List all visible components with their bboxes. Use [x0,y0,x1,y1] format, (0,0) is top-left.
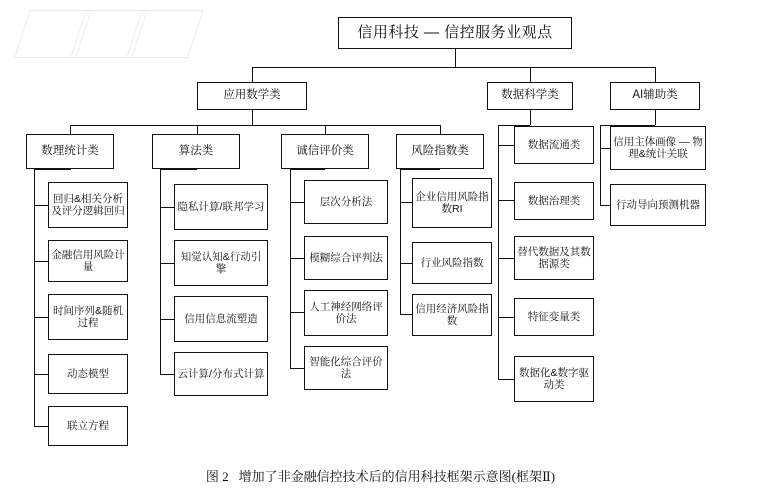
connector [252,67,656,68]
connector [290,312,304,313]
connector [325,125,326,134]
group-node-integrity-evaluation[interactable]: 诚信评价类 [281,134,369,169]
connector [440,125,441,134]
connector [34,317,48,318]
figure-number: 图 2 [205,469,229,484]
leaf-node[interactable]: 人工神经网络评价法 [304,290,388,336]
connector [498,145,514,146]
connector [160,374,174,375]
connector [290,202,304,203]
leaf-node[interactable]: 企业信用风险指数RI [412,178,492,228]
connector [600,148,610,149]
connector [160,263,174,264]
connector [600,205,610,206]
connector [498,258,514,259]
leaf-node[interactable]: 替代数据及其数据源类 [514,236,594,280]
connector [498,200,514,201]
leaf-node[interactable]: 动态模型 [48,354,128,394]
leaf-node[interactable]: 金融信用风险计量 [48,240,128,282]
leaf-node[interactable]: 信用经济风险指数 [412,294,492,336]
watermark-shape [70,10,148,58]
leaf-node[interactable]: 数据治理类 [514,182,594,220]
leaf-node[interactable]: 信用主体画像 — 物理&统计关联 [610,126,706,170]
watermark-shape [126,10,204,58]
leaf-node[interactable]: 知觉认知&行动引擎 [174,240,268,286]
figure-caption [0,466,761,485]
connector [400,314,412,315]
watermark-shape [14,10,92,58]
connector [70,125,440,126]
connector [498,379,514,380]
connector [160,207,174,208]
leaf-node[interactable]: 行业风险指数 [412,242,492,284]
connector [400,202,412,203]
branch-node-ai-assist[interactable]: AI辅助类 [610,82,700,110]
connector [655,110,656,125]
connector [290,169,325,170]
connector [530,110,531,125]
figure-caption-text: 增加了非金融信控技术后的信用科技框架示意图(框架Ⅱ) [238,469,556,484]
connector [160,169,161,374]
branch-node-data-science[interactable]: 数据科学类 [487,82,573,110]
connector [600,125,601,205]
connector [34,426,48,427]
root-node[interactable]: 信用科技 — 信控服务业观点 [338,17,572,49]
connector [655,67,656,82]
group-node-math-statistics[interactable]: 数理统计类 [26,134,114,169]
connector [34,205,48,206]
group-node-algorithms[interactable]: 算法类 [152,134,240,169]
connector [70,169,71,170]
leaf-node[interactable]: 信用信息流塑造 [174,296,268,342]
branch-node-applied-math[interactable]: 应用数学类 [197,82,307,110]
connector [70,125,71,134]
leaf-node[interactable]: 特征变量类 [514,298,594,336]
group-node-risk-index[interactable]: 风险指数类 [396,134,484,169]
connector [34,261,48,262]
connector [197,125,198,134]
leaf-node[interactable]: 模糊综合评判法 [304,236,388,280]
connector [400,263,412,264]
connector [530,67,531,82]
connector [290,169,291,368]
connector [498,125,499,379]
leaf-node[interactable]: 行动导向预测机器 [610,184,706,226]
connector [252,110,253,125]
connector [252,67,253,82]
leaf-node[interactable]: 数据化&数字驱动类 [514,356,594,402]
connector [400,169,440,170]
leaf-node[interactable]: 联立方程 [48,406,128,446]
connector [160,319,174,320]
connector [34,374,48,375]
connector [498,317,514,318]
leaf-node[interactable]: 隐私计算/联邦学习 [174,184,268,230]
connector [160,169,197,170]
connector [455,49,456,67]
leaf-node[interactable]: 数据流通类 [514,126,594,164]
leaf-node[interactable]: 云计算/分布式计算 [174,352,268,396]
connector [290,258,304,259]
leaf-node[interactable]: 层次分析法 [304,180,388,224]
leaf-node[interactable]: 回归&相关分析及评分逻辑回归 [48,182,128,228]
connector [290,368,304,369]
leaf-node[interactable]: 智能化综合评价法 [304,346,388,390]
leaf-node[interactable]: 时间序列&随机过程 [48,294,128,340]
connector [34,169,70,170]
connector [34,169,35,426]
connector [400,169,401,314]
